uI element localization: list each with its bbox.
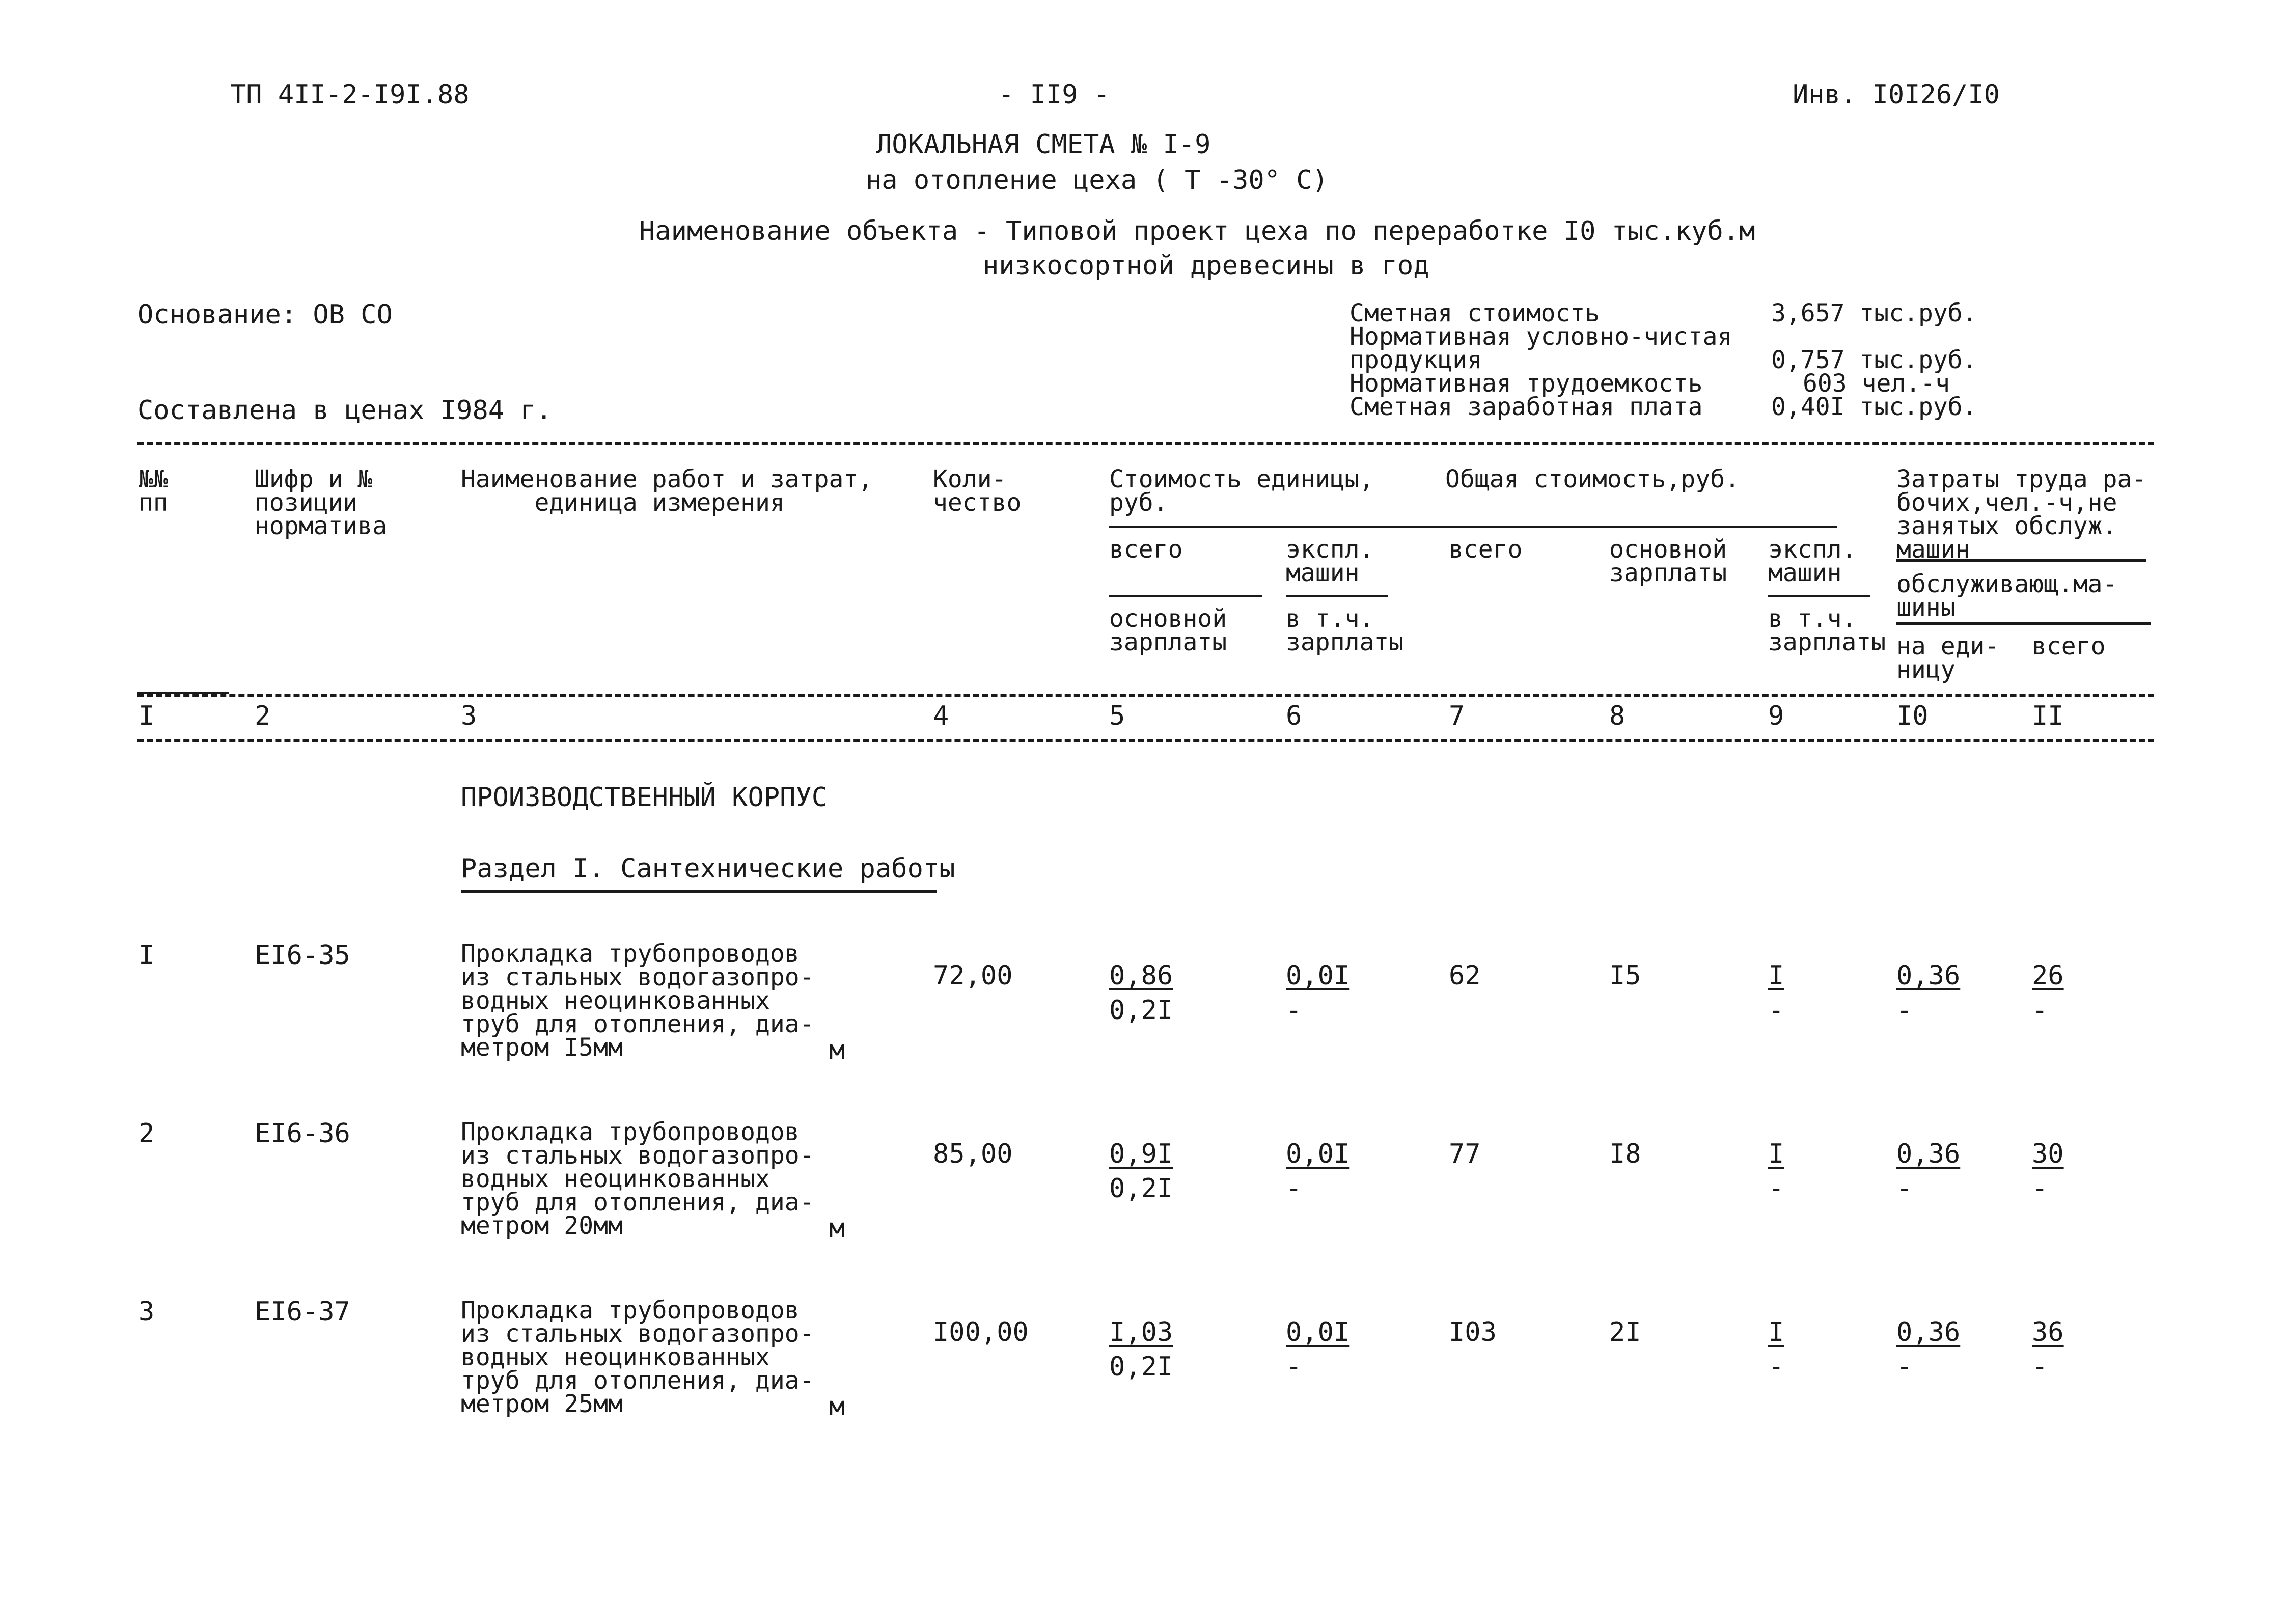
header-col-num: №№ пп: [139, 465, 168, 517]
row-unit-total: 0,86: [1109, 960, 1173, 991]
section-heading: Раздел I. Сантехнические работы: [461, 854, 955, 884]
colnum-9: 9: [1768, 701, 1784, 731]
table-top-rule: [137, 442, 2154, 445]
row-total-wage: 2I: [1609, 1317, 1641, 1347]
colnum-8: 8: [1609, 701, 1626, 731]
row-total: I03: [1449, 1317, 1497, 1347]
header-unit-total-rule: [1109, 595, 1262, 597]
row-code: EI6-36: [255, 1118, 350, 1149]
colnum-5: 5: [1109, 701, 1125, 731]
inventory-number: Инв. I0I26/I0: [1793, 79, 2000, 110]
row-labor-total: 26: [2032, 960, 2064, 991]
colnum-3: 3: [461, 701, 477, 731]
header-total-all: всего: [1449, 535, 1523, 564]
header-labor-unit: на еди- ницу: [1896, 632, 2000, 684]
header-labor-sub-rule: [1896, 622, 2151, 625]
row-unit-mach: 0,0I: [1286, 960, 1350, 991]
row-quantity: 85,00: [933, 1139, 1013, 1169]
header-unit-mach: экспл. машин: [1286, 535, 1374, 587]
summary-label-5: Сметная заработная плата: [1349, 393, 1703, 421]
header-unit-total: всего: [1109, 535, 1183, 564]
header-total-mach-rule: [1768, 595, 1870, 597]
row-name: Прокладка трубопроводов из стальных водогазопро- водных неоцинкованных труб для отопления, диа- метром 25мм: [461, 1296, 814, 1418]
row-labor-unit: 0,36: [1896, 1139, 1961, 1169]
colnum-1: I: [139, 701, 155, 731]
document-subtitle: на отопление цеха ( Т -30° С): [866, 165, 1328, 196]
header-total-wage: основной зарплаты: [1609, 535, 1727, 587]
row-unit-total: I,03: [1109, 1317, 1173, 1347]
colnum-4: 4: [933, 701, 949, 731]
colnum-2: 2: [255, 701, 271, 731]
colnum-6: 6: [1286, 701, 1302, 731]
row-total-mach-wage: -: [1768, 1173, 1784, 1204]
summary-value-cost: 3,657 тыс.руб.: [1771, 299, 1977, 327]
row-unit-total: 0,9I: [1109, 1139, 1173, 1169]
object-name-line1: Наименование объекта - Типовой проект цеха по переработке I0 тыс.куб.м: [639, 216, 1755, 246]
document-code: ТП 4II-2-I9I.88: [230, 79, 470, 110]
header-col-name: Наименование работ и затрат, единица измерения: [461, 465, 873, 517]
row-number: 3: [139, 1297, 155, 1327]
row-total: 77: [1449, 1139, 1481, 1169]
basis-text: Основание: ОВ СО: [137, 299, 393, 330]
summary-label-4: Нормативная трудоемкость: [1349, 369, 1703, 398]
summary-label-1: Сметная стоимость: [1349, 299, 1600, 327]
header-labor-rule: [1896, 559, 2146, 562]
row-labor-unit-sub: -: [1896, 1173, 1913, 1204]
header-total-mach-sub: в т.ч. зарплаты: [1768, 604, 1886, 656]
summary-label-3: продукция: [1349, 346, 1482, 374]
row-quantity: I00,00: [933, 1317, 1029, 1347]
section-heading-rule: [461, 890, 937, 893]
row-unit-wage: 0,2I: [1109, 1352, 1173, 1382]
building-heading: ПРОИЗВОДСТВЕННЫЙ КОРПУС: [461, 782, 828, 813]
header-unit-total-sub: основной зарплаты: [1109, 604, 1227, 656]
colnum-10: I0: [1896, 701, 1929, 731]
row-unit: м: [829, 1035, 845, 1065]
header-unit-cost: Стоимость единицы, руб.: [1109, 465, 1374, 517]
row-labor-unit-sub: -: [1896, 1352, 1913, 1382]
page-number: - II9 -: [998, 79, 1110, 110]
row-unit: м: [829, 1391, 845, 1422]
header-unit-mach-rule: [1286, 595, 1388, 597]
row-unit: м: [829, 1213, 845, 1244]
row-quantity: 72,00: [933, 960, 1013, 991]
row-unit-mach: 0,0I: [1286, 1139, 1350, 1169]
row-unit-wage: 0,2I: [1109, 995, 1173, 1026]
object-name-line2: низкосортной древесины в год: [983, 251, 1429, 281]
summary-label-2: Нормативная условно-чистая: [1349, 322, 1732, 351]
row-total-wage: I8: [1609, 1139, 1641, 1169]
header-col-qty: Коли- чество: [933, 465, 1022, 517]
row-labor-unit-sub: -: [1896, 995, 1913, 1026]
row-total-mach-wage: -: [1768, 1352, 1784, 1382]
row-unit-mach-wage: -: [1286, 1173, 1302, 1204]
row-name: Прокладка трубопроводов из стальных водогазопро- водных неоцинкованных труб для отопления, диа- метром I5мм: [461, 940, 814, 1062]
row-labor-unit: 0,36: [1896, 1317, 1961, 1347]
header-unit-mach-sub: в т.ч. зарплаты: [1286, 604, 1404, 656]
header-labor-sub: обслуживающ.ма- шины: [1896, 570, 2117, 622]
header-col-code: Шифр и № позиции норматива: [255, 465, 388, 540]
header-labor: Затраты труда ра- бочих,чел.-ч,не занятых обслуж. машин: [1896, 465, 2147, 564]
row-code: EI6-35: [255, 940, 350, 971]
row-labor-total-sub: -: [2032, 995, 2048, 1026]
summary-value-product: 0,757 тыс.руб.: [1771, 346, 1977, 374]
row-total-mach: I: [1768, 1317, 1784, 1347]
row-number: 2: [139, 1118, 155, 1149]
row-unit-mach: 0,0I: [1286, 1317, 1350, 1347]
header-cost-rule: [1109, 526, 1837, 528]
row-total-mach: I: [1768, 960, 1784, 991]
summary-value-labor: 603 чел.-ч: [1803, 369, 1950, 398]
colnum-11: II: [2032, 701, 2064, 731]
colnum-bottom-rule: [137, 739, 2154, 742]
row-unit-mach-wage: -: [1286, 995, 1302, 1026]
row-labor-total: 36: [2032, 1317, 2064, 1347]
row-labor-total-sub: -: [2032, 1352, 2048, 1382]
colnum-7: 7: [1449, 701, 1465, 731]
row-labor-total: 30: [2032, 1139, 2064, 1169]
document-title: ЛОКАЛЬНАЯ СМЕТА № I-9: [876, 129, 1211, 160]
row-total-wage: I5: [1609, 960, 1641, 991]
header-total-cost: Общая стоимость,руб.: [1445, 465, 1740, 493]
row-number: I: [139, 940, 155, 971]
price-level-text: Составлена в ценах I984 г.: [137, 395, 552, 426]
summary-value-wage: 0,40I тыс.руб.: [1771, 393, 1977, 421]
header-total-mach: экспл. машин: [1768, 535, 1857, 587]
row-labor-unit: 0,36: [1896, 960, 1961, 991]
row-unit-mach-wage: -: [1286, 1352, 1302, 1382]
row-total: 62: [1449, 960, 1481, 991]
row-unit-wage: 0,2I: [1109, 1173, 1173, 1204]
row-total-mach: I: [1768, 1139, 1784, 1169]
header-bottom-rule: [137, 694, 2154, 697]
row-labor-total-sub: -: [2032, 1173, 2048, 1204]
header-labor-total: всего: [2032, 632, 2106, 660]
row-total-mach-wage: -: [1768, 995, 1784, 1026]
row-name: Прокладка трубопроводов из стальных водогазопро- водных неоцинкованных труб для отопления, диа- метром 20мм: [461, 1118, 814, 1240]
row-code: EI6-37: [255, 1297, 350, 1327]
